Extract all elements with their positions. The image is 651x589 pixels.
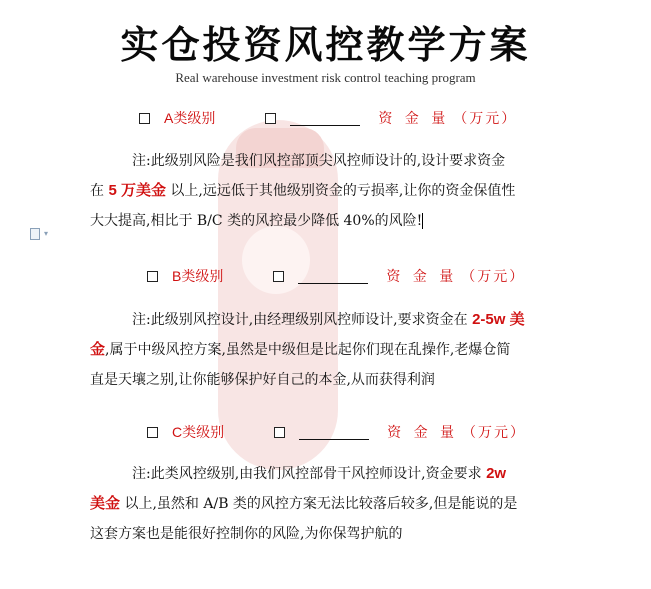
unit-label-a: （万元） [453,111,518,127]
paragraph-b [90,305,590,395]
checkbox-c[interactable] [147,427,158,438]
checkbox-a[interactable] [139,113,150,124]
text-cursor [422,213,423,229]
highlight-amount: 2w [486,465,507,482]
option-label-b: B类级别 [172,268,224,284]
checkbox-amount-c[interactable] [274,427,285,438]
checkbox-amount-a[interactable] [265,113,276,124]
paragraph-c [90,459,590,549]
page-title: 实仓投资风控教学方案 [120,22,531,67]
paragraph-line: 注:此级别风控设计,由经理级别风控师设计,要求资金在 2-5w 美 [132,311,525,328]
amount-blank-c[interactable] [299,425,369,440]
paragraph-line: 在 5 万美金 以上,远远低于其他级别资金的亏损率,让你的资金保值性 [90,182,516,199]
option-label-a: A类级别 [164,110,216,126]
option-label-c: C类级别 [172,424,225,440]
page-subtitle: Real warehouse investment risk control teaching program [175,70,476,85]
checkbox-amount-b[interactable] [273,271,284,282]
paragraph-line: 直是天壤之别,让你能够保护好自己的本金,从而获得利润 [90,372,435,388]
option-row-c [147,421,526,443]
amount-label-b: 资 金 量 [386,269,458,285]
paragraph-a [90,146,590,236]
paragraph-line: 美金 以上,虽然和 A/B 类的风控方案无法比较落后较多,但是能说的是 [90,495,518,512]
paragraph-options-icon[interactable] [30,228,40,240]
checkbox-b[interactable] [147,271,158,282]
unit-label-c: （万元） [462,425,527,441]
option-row-a [139,107,517,129]
highlight-amount: 5 万美金 [108,182,166,199]
paragraph-line: 这套方案也是能很好控制你的风险,为你保驾护航的 [90,526,403,542]
paragraph-line: 大大提高,相比于 B/C 类的风控最少降低 40%的风险! [90,213,423,229]
amount-label-c: 资 金 量 [387,425,459,441]
option-row-b [147,265,525,287]
highlight-amount: 金 [90,341,106,358]
amount-blank-b[interactable] [298,269,368,284]
highlight-amount: 美金 [90,495,121,512]
amount-blank-a[interactable] [290,111,360,126]
paragraph-line: 注:此类风控级别,由我们风控部骨干风控师设计,资金要求 2w [132,465,507,482]
unit-label-b: （万元） [461,269,526,285]
amount-label-a: 资 金 量 [378,111,450,127]
paragraph-line: 注:此级别风险是我们风控部顶尖风控师设计的,设计要求资金 [132,153,506,169]
paragraph-line: 金,属于中级风控方案,虽然是中级但是比起你们现在乱操作,老爆仓简 [90,341,511,358]
chevron-down-icon[interactable]: ▾ [44,229,49,238]
highlight-amount: 2-5w 美 [472,311,525,328]
